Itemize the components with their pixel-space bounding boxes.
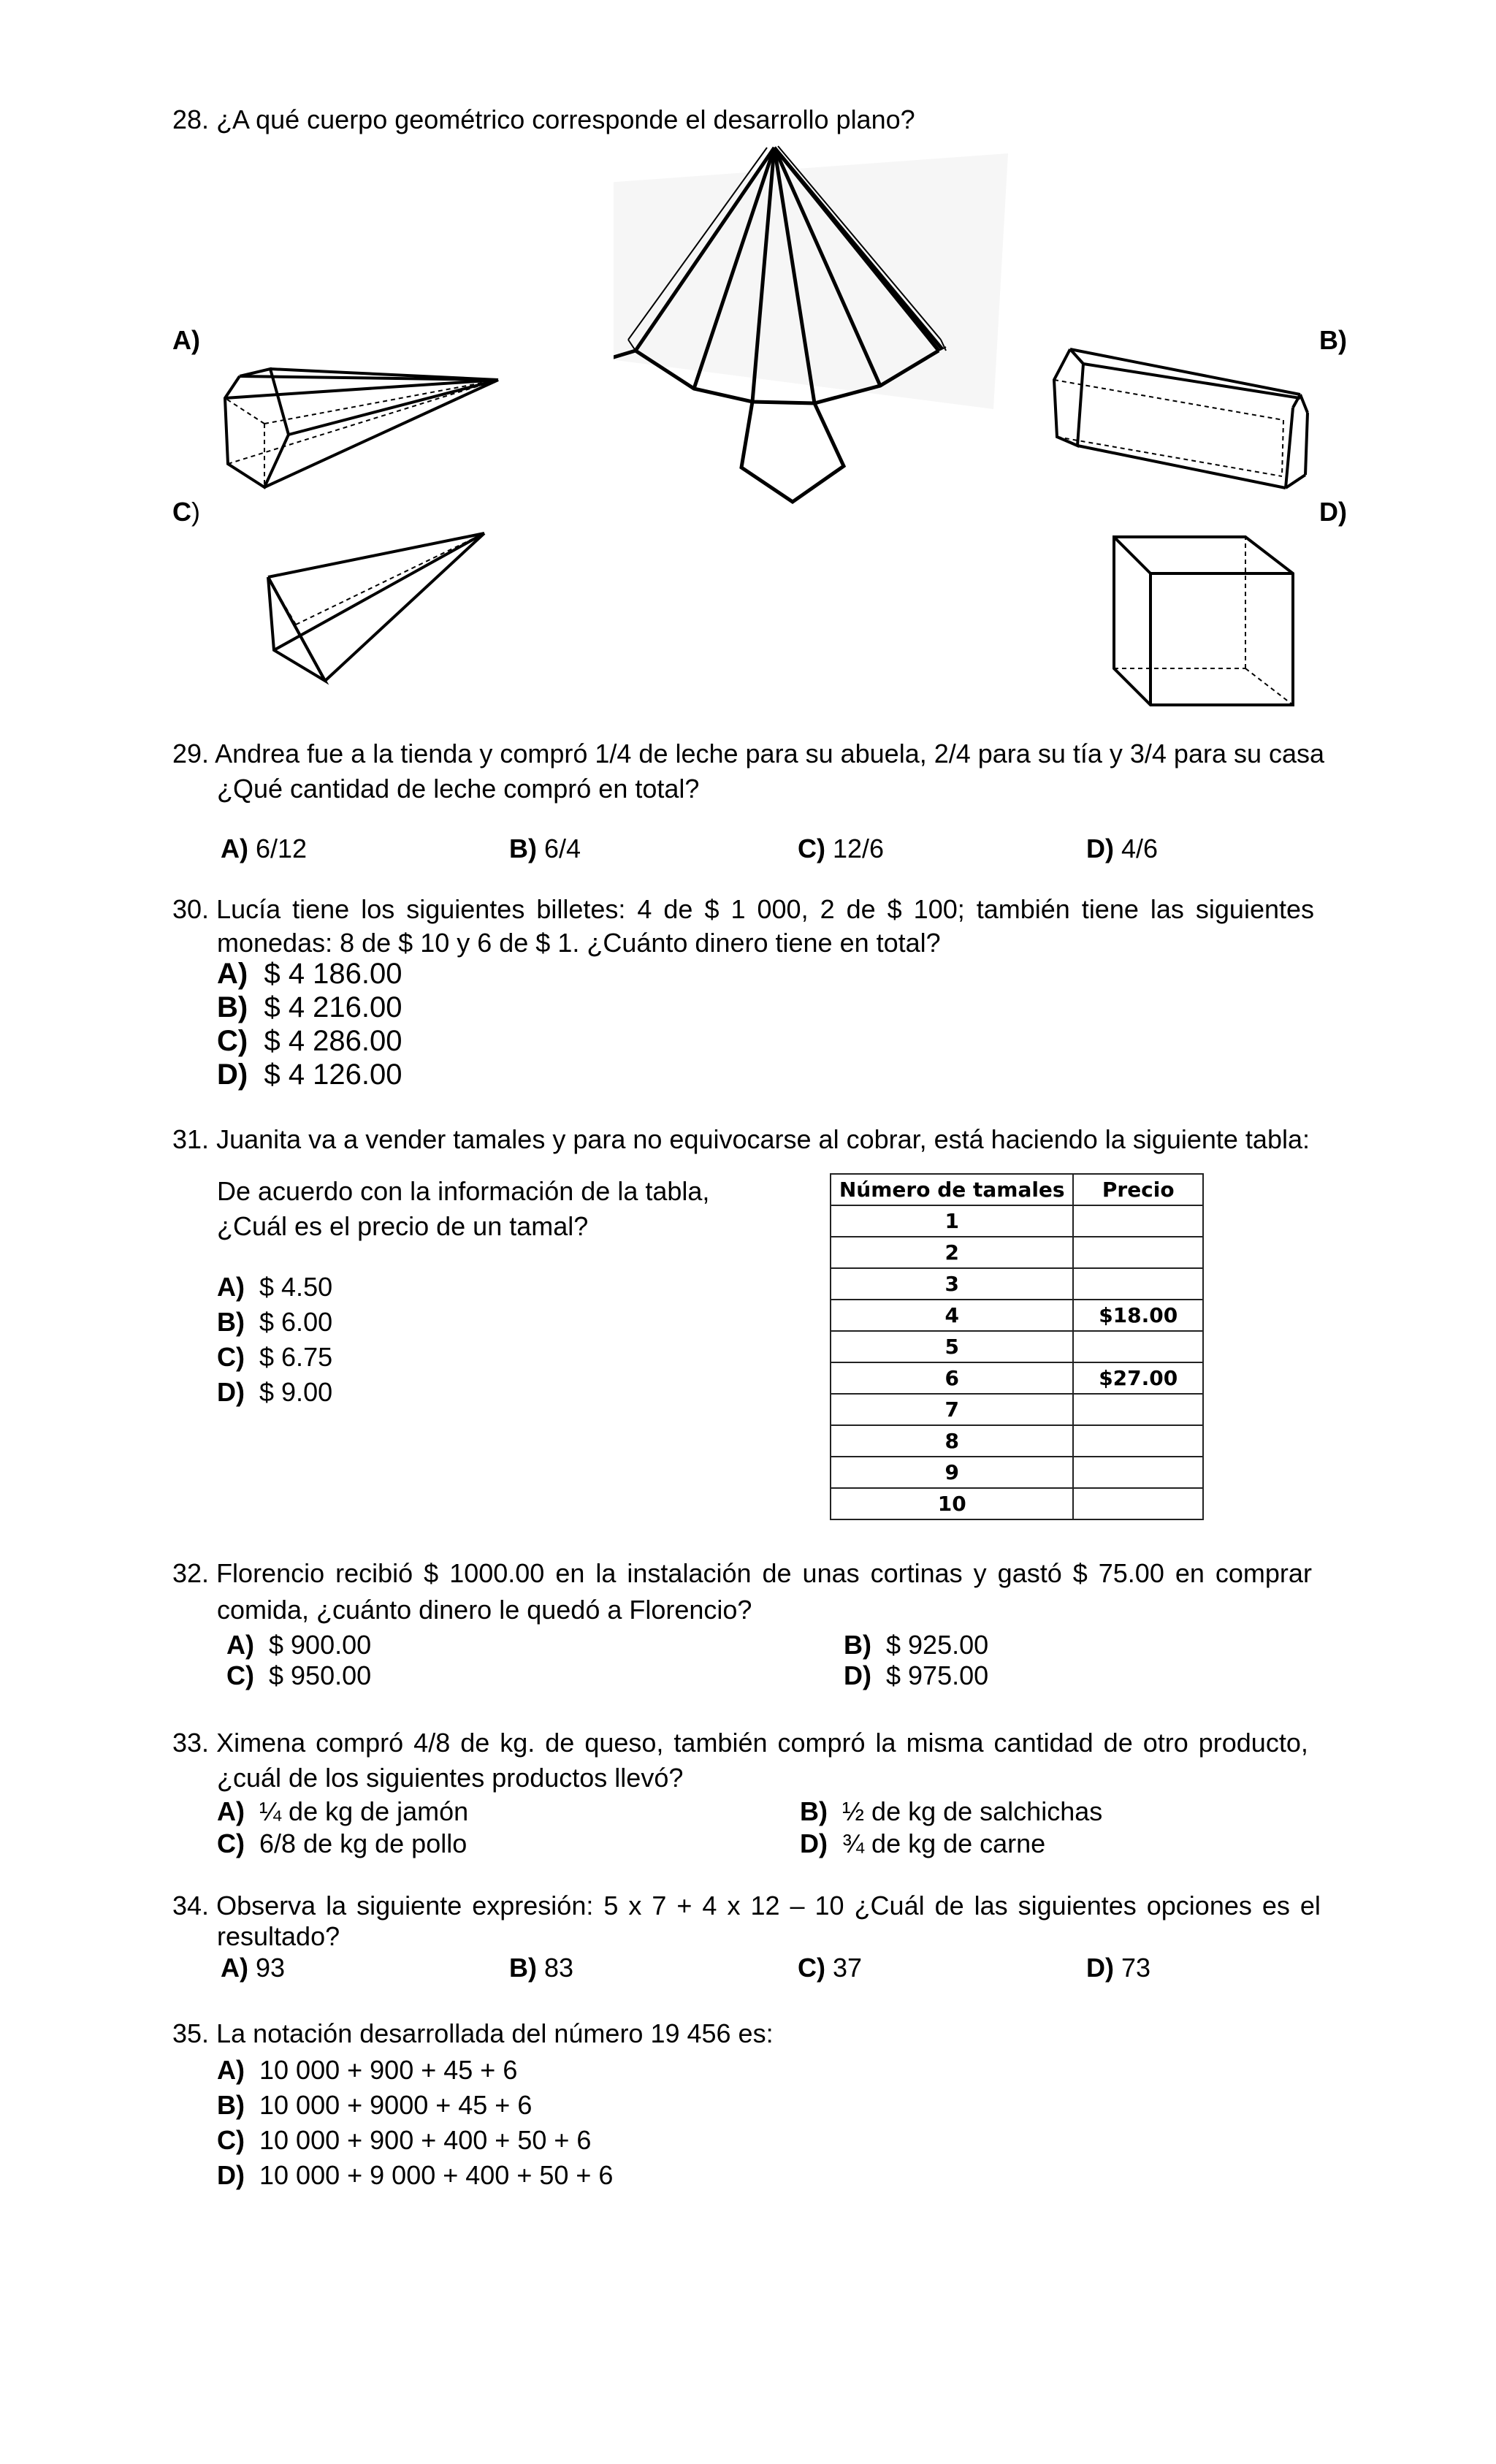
q28-label-b: B) xyxy=(1319,325,1347,355)
q34-line2: resultado? xyxy=(217,1921,340,1951)
q30-prompt xyxy=(172,892,1356,927)
table-cell-quantity: 1 xyxy=(831,1205,1073,1237)
q28-number: 28. xyxy=(172,104,210,134)
q28-label-d: D) xyxy=(1319,497,1347,527)
pentagonal-prism-icon xyxy=(1048,343,1311,500)
q33-prompt xyxy=(172,1725,1356,1761)
table-cell-price xyxy=(1073,1488,1203,1519)
table-row xyxy=(831,1362,1203,1394)
q29-number: 29. xyxy=(172,739,210,768)
table-row xyxy=(831,1457,1203,1488)
q34-line1: Observa la siguiente expresión: 5 x 7 + 4 x 12 – 10 ¿Cuál de las siguientes opciones es el xyxy=(216,1891,1321,1921)
q34-option-c[interactable]: C) 37 xyxy=(798,1953,863,1983)
table-cell-price xyxy=(1073,1425,1203,1457)
table-cell-price xyxy=(1073,1394,1203,1425)
table-cell-price xyxy=(1073,1457,1203,1488)
q33-line2: ¿cuál de los siguientes productos llevó? xyxy=(217,1763,684,1793)
table-cell-price: $18.00 xyxy=(1073,1300,1203,1331)
table-row xyxy=(831,1488,1203,1519)
table-cell-quantity: 10 xyxy=(831,1488,1073,1519)
q31-option-a[interactable]: A) $ 4.50 xyxy=(217,1272,333,1302)
cube-icon xyxy=(1107,530,1308,709)
triangular-pyramid-icon xyxy=(259,526,493,687)
table-cell-price xyxy=(1073,1268,1203,1300)
table-cell-quantity: 7 xyxy=(831,1394,1073,1425)
q28-prompt xyxy=(172,102,915,137)
table-row xyxy=(831,1300,1203,1331)
q33-line1: Ximena compró 4/8 de kg. de queso, también compró la misma cantidad de otro producto, xyxy=(216,1728,1308,1758)
q29-option-b[interactable]: B) 6/4 xyxy=(509,834,581,863)
q35-prompt xyxy=(172,2016,774,2051)
table-row xyxy=(831,1205,1203,1237)
q31-option-b[interactable]: B) $ 6.00 xyxy=(217,1307,333,1337)
table-cell-quantity: 3 xyxy=(831,1268,1073,1300)
q32-line2: comida, ¿cuánto dinero le quedó a Florencio? xyxy=(217,1595,752,1625)
q34-option-d[interactable]: D) 73 xyxy=(1086,1953,1151,1983)
q31-sub1: De acuerdo con la información de la tabla, xyxy=(217,1176,710,1206)
q28-text: ¿A qué cuerpo geométrico corresponde el desarrollo plano? xyxy=(216,104,915,134)
q35-text: La notación desarrollada del número 19 456 es: xyxy=(216,2018,774,2048)
table-row xyxy=(831,1237,1203,1268)
q35-option-d[interactable]: D) 10 000 + 9 000 + 400 + 50 + 6 xyxy=(217,2160,614,2190)
q35-option-b[interactable]: B) 10 000 + 9000 + 45 + 6 xyxy=(217,2090,533,2120)
q32-line1: Florencio recibió $ 1000.00 en la instalación de unas cortinas y gastó $ 75.00 en comprar xyxy=(216,1558,1312,1588)
table-cell-price xyxy=(1073,1237,1203,1268)
table-cell-price xyxy=(1073,1205,1203,1237)
q31-prompt xyxy=(172,1122,1310,1157)
q33-option-b[interactable]: B) ½ de kg de salchichas xyxy=(800,1796,1103,1826)
table-cell-quantity: 4 xyxy=(831,1300,1073,1331)
q30-option-c[interactable]: C) $ 4 286.00 xyxy=(217,1025,402,1057)
q32-option-b[interactable]: B) $ 925.00 xyxy=(844,1630,989,1660)
table-cell-quantity: 8 xyxy=(831,1425,1073,1457)
q34-prompt xyxy=(172,1888,1356,1923)
table-cell-price xyxy=(1073,1331,1203,1362)
table-cell-quantity: 6 xyxy=(831,1362,1073,1394)
q35-option-c[interactable]: C) 10 000 + 900 + 400 + 50 + 6 xyxy=(217,2125,592,2155)
q30-number: 30. xyxy=(172,894,210,924)
q29-option-a[interactable]: A) 6/12 xyxy=(221,834,308,863)
q35-number: 35. xyxy=(172,2018,210,2048)
q29-line1: Andrea fue a la tienda y compró 1/4 de leche para su abuela, 2/4 para su tía y 3/4 para su casa xyxy=(215,739,1325,768)
table-row xyxy=(831,1394,1203,1425)
q34-number: 34. xyxy=(172,1891,210,1921)
q30-option-a[interactable]: A) $ 4 186.00 xyxy=(217,958,402,990)
q33-option-c[interactable]: C) 6/8 de kg de pollo xyxy=(217,1828,468,1858)
table-header-price: Precio xyxy=(1073,1174,1203,1205)
q32-prompt xyxy=(172,1556,1356,1591)
table-cell-quantity: 9 xyxy=(831,1457,1073,1488)
q34-option-b[interactable]: B) 83 xyxy=(509,1953,574,1983)
q29-option-c[interactable]: C) 12/6 xyxy=(798,834,885,863)
q29-prompt xyxy=(172,736,1356,771)
q28-label-a: A) xyxy=(172,325,200,355)
pentagonal-pyramid-icon xyxy=(219,362,511,497)
q34-option-a[interactable]: A) 93 xyxy=(221,1953,286,1983)
q32-option-d[interactable]: D) $ 975.00 xyxy=(844,1660,989,1690)
q29-option-d[interactable]: D) 4/6 xyxy=(1086,834,1159,863)
q32-number: 32. xyxy=(172,1558,210,1588)
table-row xyxy=(831,1331,1203,1362)
q31-number: 31. xyxy=(172,1124,210,1154)
q30-line2: monedas: 8 de $ 10 y 6 de $ 1. ¿Cuánto dinero tiene en total? xyxy=(217,928,941,958)
q31-option-d[interactable]: D) $ 9.00 xyxy=(217,1377,333,1407)
table-cell-quantity: 5 xyxy=(831,1331,1073,1362)
tamales-price-table xyxy=(830,1173,1204,1520)
table-cell-price: $27.00 xyxy=(1073,1362,1203,1394)
table-row xyxy=(831,1268,1203,1300)
q33-option-d[interactable]: D) ¾ de kg de carne xyxy=(800,1828,1046,1858)
q31-text: Juanita va a vender tamales y para no equivocarse al cobrar, está haciendo la siguiente tabla: xyxy=(216,1124,1310,1154)
table-row xyxy=(831,1425,1203,1457)
q32-option-a[interactable]: A) $ 900.00 xyxy=(226,1630,372,1660)
q32-option-c[interactable]: C) $ 950.00 xyxy=(226,1660,372,1690)
q35-option-a[interactable]: A) 10 000 + 900 + 45 + 6 xyxy=(217,2055,518,2085)
table-cell-quantity: 2 xyxy=(831,1237,1073,1268)
table-header-row xyxy=(831,1174,1203,1205)
q30-option-b[interactable]: B) $ 4 216.00 xyxy=(217,991,402,1023)
q30-line1: Lucía tiene los siguientes billetes: 4 de $ 1 000, 2 de $ 100; también tiene las siguientes xyxy=(216,894,1315,924)
table-header-quantity: Número de tamales xyxy=(831,1174,1073,1205)
pyramid-net-icon xyxy=(614,139,1008,519)
q33-option-a[interactable]: A) ¼ de kg de jamón xyxy=(217,1796,469,1826)
q29-line2: ¿Qué cantidad de leche compró en total? xyxy=(217,774,700,804)
q28-label-c: C) xyxy=(172,497,200,527)
q31-sub2: ¿Cuál es el precio de un tamal? xyxy=(217,1211,589,1241)
q30-option-d[interactable]: D) $ 4 126.00 xyxy=(217,1059,402,1091)
q31-option-c[interactable]: C) $ 6.75 xyxy=(217,1342,333,1372)
q33-number: 33. xyxy=(172,1728,210,1758)
